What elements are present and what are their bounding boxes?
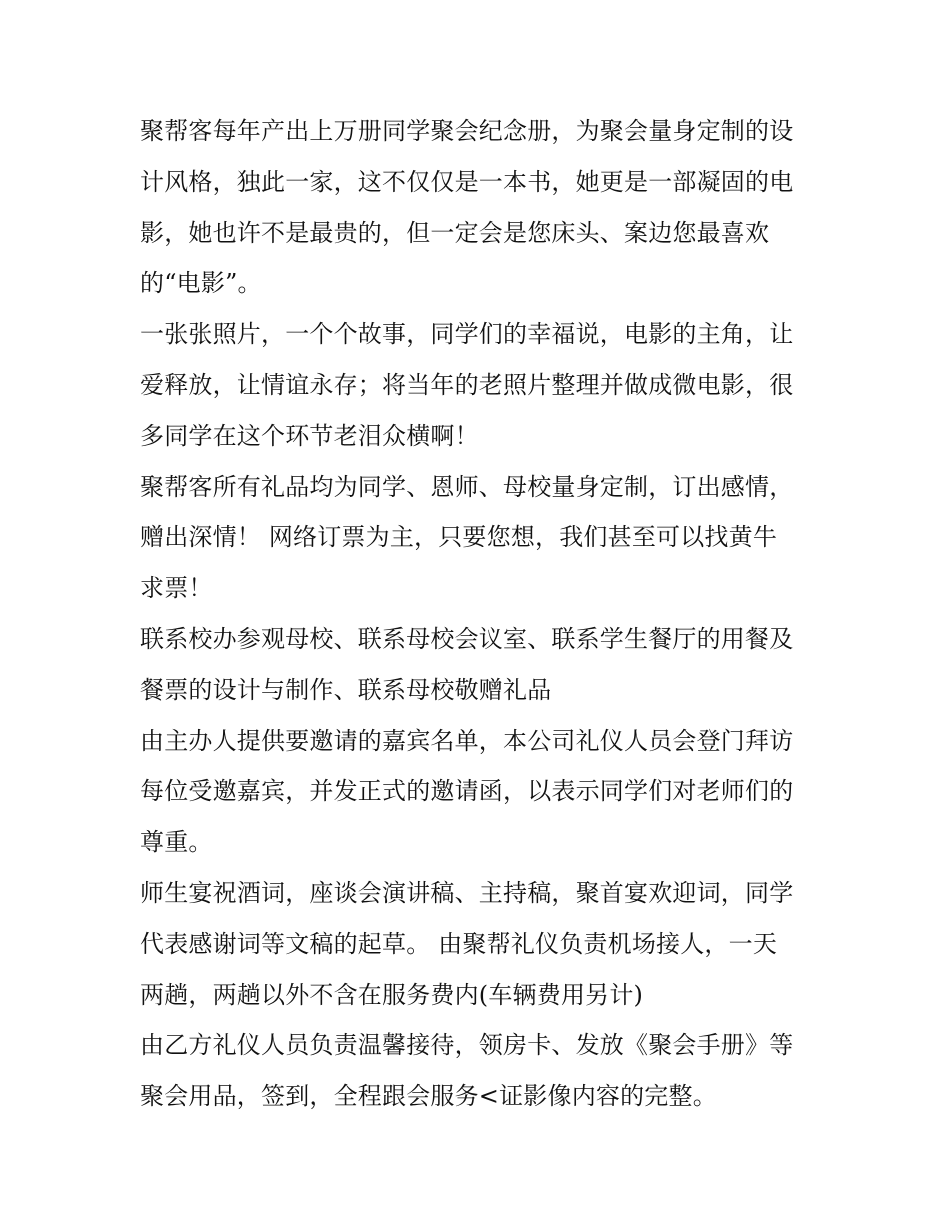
text-line: 聚帮客每年产出上万册同学聚会纪念册，为聚会量身定制的设 (140, 117, 794, 145)
text-line: 计风格，独此一家，这不仅仅是一本书，她更是一部凝固的电 (140, 167, 794, 196)
text-line: 餐票的设计与制作、联系母校敬赠礼品 (140, 675, 552, 704)
text-line: 求票！ (140, 574, 213, 603)
text-line: 由乙方礼仪人员负责温馨接待，领房卡、发放《聚会手册》等 (140, 1031, 794, 1060)
text-line: 爱释放，让情谊永存；将当年的老照片整理并做成微电影，很 (140, 370, 794, 399)
text-line: 的“电影”。 (140, 269, 262, 298)
text-line: 影，她也许不是最贵的，但一定会是您床头、案边您最喜欢 (140, 218, 770, 247)
text-line: 多同学在这个环节老泪众横啊！ (140, 421, 479, 450)
text-line: 由主办人提供要邀请的嘉宾名单，本公司礼仪人员会登门拜访 (140, 726, 794, 755)
text-line: 师生宴祝酒词，座谈会演讲稿、主持稿，聚首宴欢迎词，同学 (140, 878, 794, 907)
text-line: 赠出深情！ 网络订票为主，只要您想，我们甚至可以找黄牛 (140, 523, 778, 552)
text-line: 两趟，两趟以外不含在服务费内(车辆费用另计) (140, 980, 644, 1009)
text-line: 联系校办参观母校、联系母校会议室、联系学生餐厅的用餐及 (140, 624, 794, 653)
text-line: 每位受邀嘉宾，并发正式的邀请函，以表示同学们对老师们的 (140, 777, 794, 806)
body-text (140, 106, 820, 1122)
text-line: 代表感谢词等文稿的起草。 由聚帮礼仪负责机场接人，一天 (140, 929, 778, 958)
text-line: 尊重。 (140, 828, 213, 857)
text-line: 聚会用品，签到，全程跟会服务<证影像内容的完整。 (140, 1082, 717, 1111)
text-line: 一张张照片，一个个故事，同学们的幸福说，电影的主角，让 (140, 320, 794, 349)
text-line: 聚帮客所有礼品均为同学、恩师、母校量身定制，订出感情， (140, 472, 794, 501)
